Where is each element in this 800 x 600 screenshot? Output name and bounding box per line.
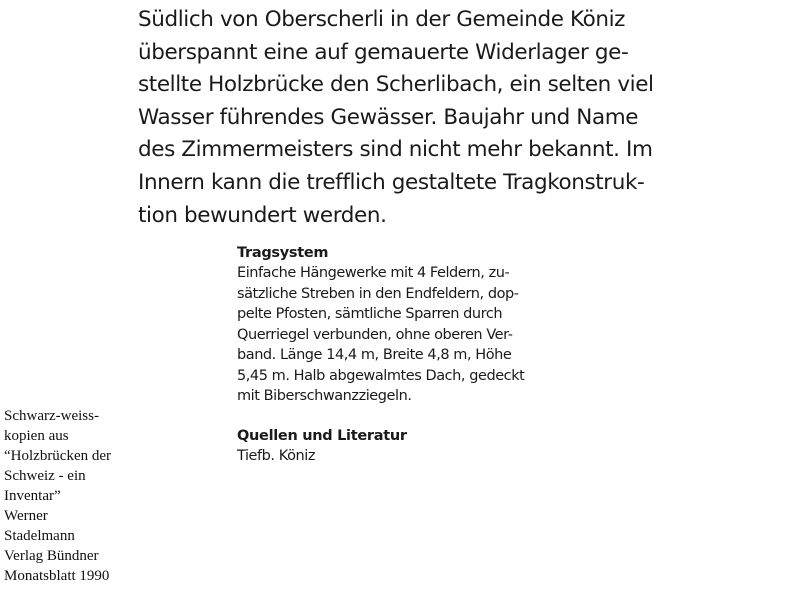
source-sidenote	[4, 406, 111, 586]
tragsystem-heading: Tragsystem	[237, 245, 329, 261]
tragsystem-line: Querriegel verbunden, ohne oberen Ver-	[237, 326, 513, 343]
intro-line: Wasser führendes Gewässer. Baujahr und Name	[138, 104, 639, 130]
tragsystem-text	[237, 263, 524, 407]
tragsystem-line: 5,45 m. Halb abgewalmtes Dach, gedeckt	[237, 367, 525, 384]
sidenote-line: Werner	[4, 508, 48, 524]
tragsystem-line: sätzliche Streben in den Endfeldern, dop-	[237, 285, 519, 302]
sidenote-line: Verlag Bündner	[4, 548, 99, 564]
sidenote-line: Schwarz-weiss-	[4, 408, 99, 424]
tragsystem-line: Einfache Hängewerke mit 4 Feldern, zu-	[237, 265, 510, 281]
sidenote-line: Monatsblatt 1990	[4, 568, 110, 584]
intro-line: Innern kann die trefflich gestaltete Tragkonstruk-	[138, 169, 645, 195]
intro-paragraph	[138, 4, 654, 232]
sidenote-line: kopien aus	[4, 428, 69, 444]
intro-line: stellte Holzbrücke den Scherlibach, ein selten viel	[138, 72, 654, 98]
quellen-text: Tiefb. Köniz	[237, 447, 315, 464]
quellen-heading: Quellen und Literatur	[237, 427, 407, 444]
sidenote-line: Stadelmann	[4, 528, 75, 544]
technical-details	[237, 243, 524, 466]
intro-line: Südlich von Oberscherli in der Gemeinde Köniz	[138, 7, 626, 32]
intro-line: des Zimmermeisters sind nicht mehr bekannt. Im	[138, 137, 653, 163]
intro-line: überspannt eine auf gemauerte Widerlager ge-	[138, 39, 629, 65]
tragsystem-line: band. Länge 14,4 m, Breite 4,8 m, Höhe	[237, 347, 512, 363]
sidenote-line: “Holzbrücken der	[4, 448, 112, 464]
tragsystem-line: mit Biberschwanzziegeln.	[237, 388, 412, 404]
sidenote-line: Inventar”	[4, 488, 61, 504]
intro-line: tion bewundert werden.	[138, 202, 387, 228]
sidenote-line: Schweiz - ein	[4, 468, 86, 484]
tragsystem-line: pelte Pfosten, sämtliche Sparren durch	[237, 306, 503, 322]
